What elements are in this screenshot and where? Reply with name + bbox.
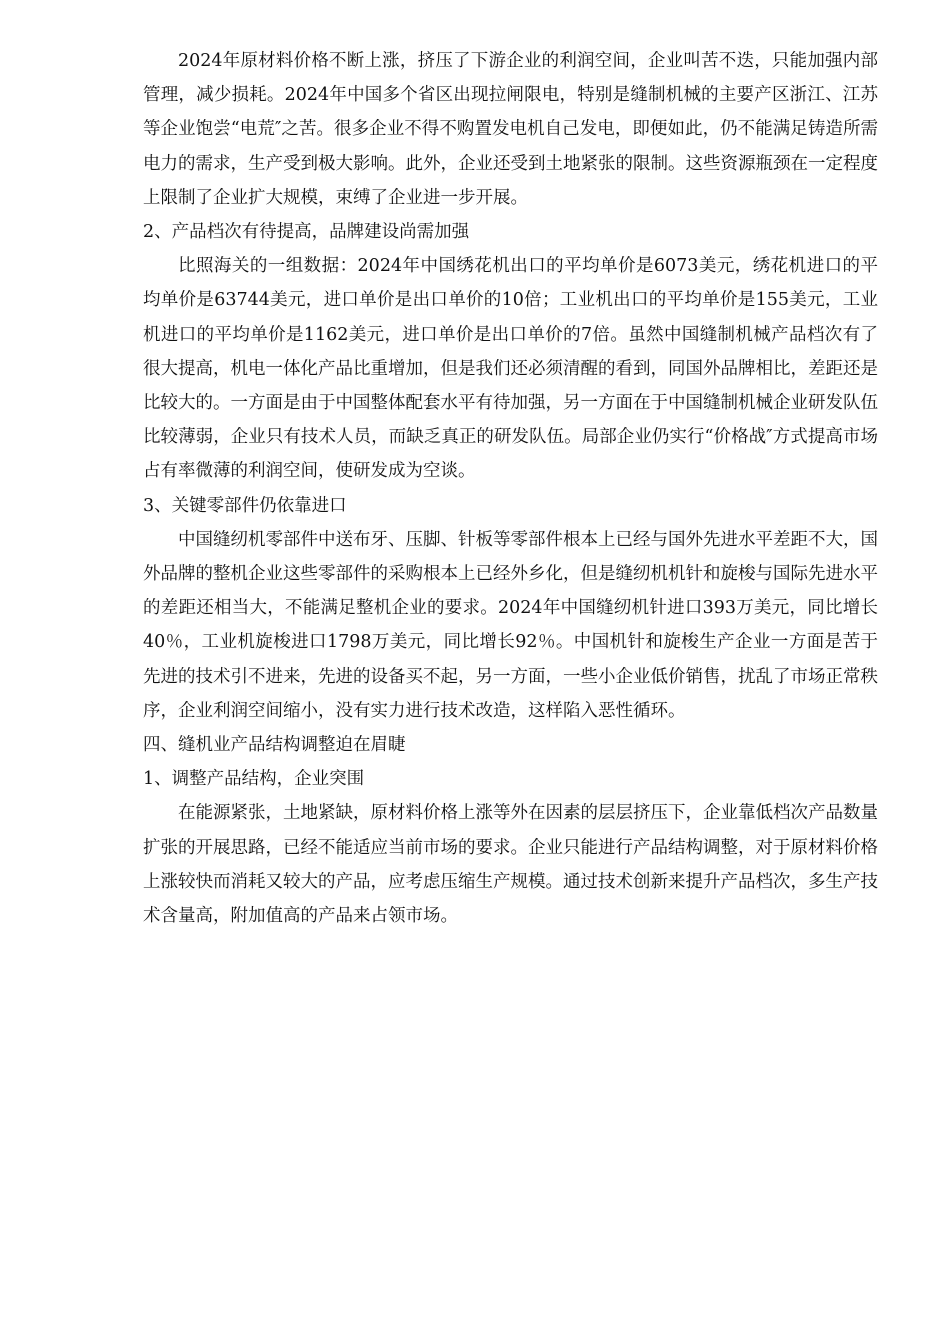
paragraph-raw-material-prices: 2024年原材料价格不断上涨，挤压了下游企业的利润空间，企业叫苦不迭，只能加强内部管理，减少损耗。2024年中国多个省区出现拉闸限电，特别是缝制机械的主要产区浙江、江苏等企业饱尝“电荒″之苦。很多企业不得不购置发电机自己发电，即便如此，仍不能满足铸造所需电力的需求，生产受到极大影响。此外，企业还受到土地紧张的限制。这些资源瓶颈在一定程度上限制了企业扩大规模，束缚了企业进一步开展。 <box>143 51 878 208</box>
paragraph-customs-data: 比照海关的一组数据：2024年中国绣花机出口的平均单价是6073美元，绣花机进口的平均单价是63744美元，进口单价是出口单价的10倍；工业机出口的平均单价是155美元，工业机进口的平均单价是1162美元，进口单价是出口单价的7倍。虽然中国缝制机械产品档次有了很大提高，机电一体化产品比重增加，但是我们还必须清醒的看到，同国外品牌相比，差距还是比较大的。一方面是由于中国整体配套水平有待加强，另一方面在于中国缝制机械企业研发队伍比较薄弱，企业只有技术人员，而缺乏真正的研发队伍。局部企业仍实行“价格战″方式提高市场占有率微薄的利润空间，使研发成为空谈。 <box>143 256 878 482</box>
chapter-heading-structure-adjustment: 四、缝机业产品结构调整迫在眉睫 <box>143 735 406 756</box>
section-heading-product-grade: 2、产品档次有待提高，品牌建设尚需加强 <box>143 222 470 243</box>
paragraph-structure-adjustment: 在能源紧张，土地紧缺，原材料价格上涨等外在因素的层层挤压下，企业靠低档次产品数量扩张的开展思路，已经不能适应当前市场的要求。企业只能进行产品结构调整，对于原材料价格上涨较快而消耗又较大的产品，应考虑压缩生产规模。通过技术创新来提升产品档次，多生产技术含量高，附加值高的产品来占领市场。 <box>143 803 878 927</box>
document-body <box>143 44 878 933</box>
section-heading-adjust-structure: 1、调整产品结构，企业突围 <box>143 769 365 790</box>
paragraph-components-import: 中国缝纫机零部件中送布牙、压脚、针板等零部件根本上已经与国外先进水平差距不大，国外品牌的整机企业这些零部件的采购根本上已经外乡化，但是缝纫机机针和旋梭与国际先进水平的差距还相当大，不能满足整机企业的要求。2024年中国缝纫机针进口393万美元，同比增长40％，工业机旋梭进口1798万美元，同比增长92％。中国机针和旋梭生产企业一方面是苦于先进的技术引不进来，先进的设备买不起，另一方面，一些小企业低价销售，扰乱了市场正常秩序，企业利润空间缩小，没有实力进行技术改造，这样陷入恶性循环。 <box>143 529 878 721</box>
section-heading-key-components: 3、关键零部件仍依靠进口 <box>143 495 347 516</box>
